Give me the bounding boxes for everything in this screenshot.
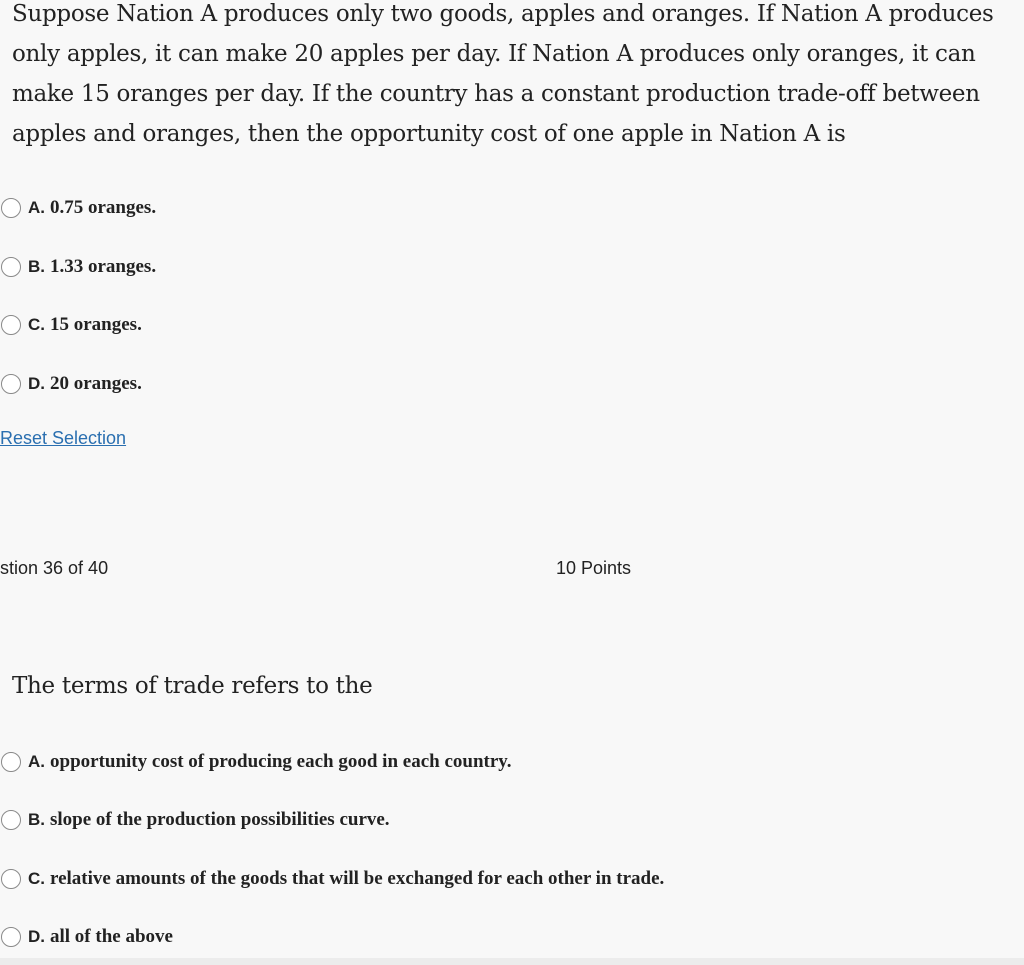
option-text: 15 oranges. (50, 314, 142, 335)
radio-button[interactable] (1, 257, 21, 277)
option-letter: A. (28, 198, 45, 217)
option-text: 0.75 oranges. (50, 197, 157, 218)
answer-option-b[interactable] (0, 808, 390, 832)
question-text: Suppose Nation A produces only two goods, apples and oranges. If Nation A produces only apples, it can make 20 apples per day. If Nation A produces only oranges, it can make 15 oranges per day. If the country has a constant production trade-off between apples and oranges, then the opportunity cost of one apple in Nation A is (12, 1, 994, 147)
answer-option-c[interactable] (0, 867, 664, 891)
option-text: all of the above (50, 926, 173, 947)
answer-option-a[interactable] (0, 196, 156, 220)
answer-option-d[interactable] (0, 372, 142, 396)
radio-button[interactable] (1, 927, 21, 947)
page-bottom-divider (0, 958, 1024, 965)
radio-button[interactable] (1, 374, 21, 394)
radio-button[interactable] (1, 810, 21, 830)
radio-button[interactable] (1, 869, 21, 889)
option-letter: D. (28, 374, 45, 393)
radio-button[interactable] (1, 752, 21, 772)
answer-option-a[interactable] (0, 750, 512, 774)
option-text: opportunity cost of producing each good in each country. (50, 751, 512, 772)
option-letter: B. (28, 257, 45, 276)
reset-selection-link[interactable]: Reset Selection (0, 428, 127, 448)
option-text: 1.33 oranges. (50, 256, 157, 277)
option-letter: B. (28, 810, 45, 829)
answer-option-c[interactable] (0, 313, 142, 337)
option-text: slope of the production possibilities curve. (50, 809, 390, 830)
radio-button[interactable] (1, 198, 21, 218)
option-text: relative amounts of the goods that will be exchanged for each other in trade. (50, 868, 665, 889)
answer-option-b[interactable] (0, 255, 156, 279)
question-points: 10 Points (556, 558, 632, 578)
option-letter: C. (28, 869, 45, 888)
answer-option-d[interactable] (0, 925, 173, 949)
question-number: stion 36 of 40 (0, 558, 109, 578)
radio-button[interactable] (1, 315, 21, 335)
option-text: 20 oranges. (50, 373, 142, 394)
question-text: The terms of trade refers to the (12, 673, 373, 699)
option-letter: C. (28, 315, 45, 334)
option-letter: D. (28, 927, 45, 946)
option-letter: A. (28, 752, 45, 771)
